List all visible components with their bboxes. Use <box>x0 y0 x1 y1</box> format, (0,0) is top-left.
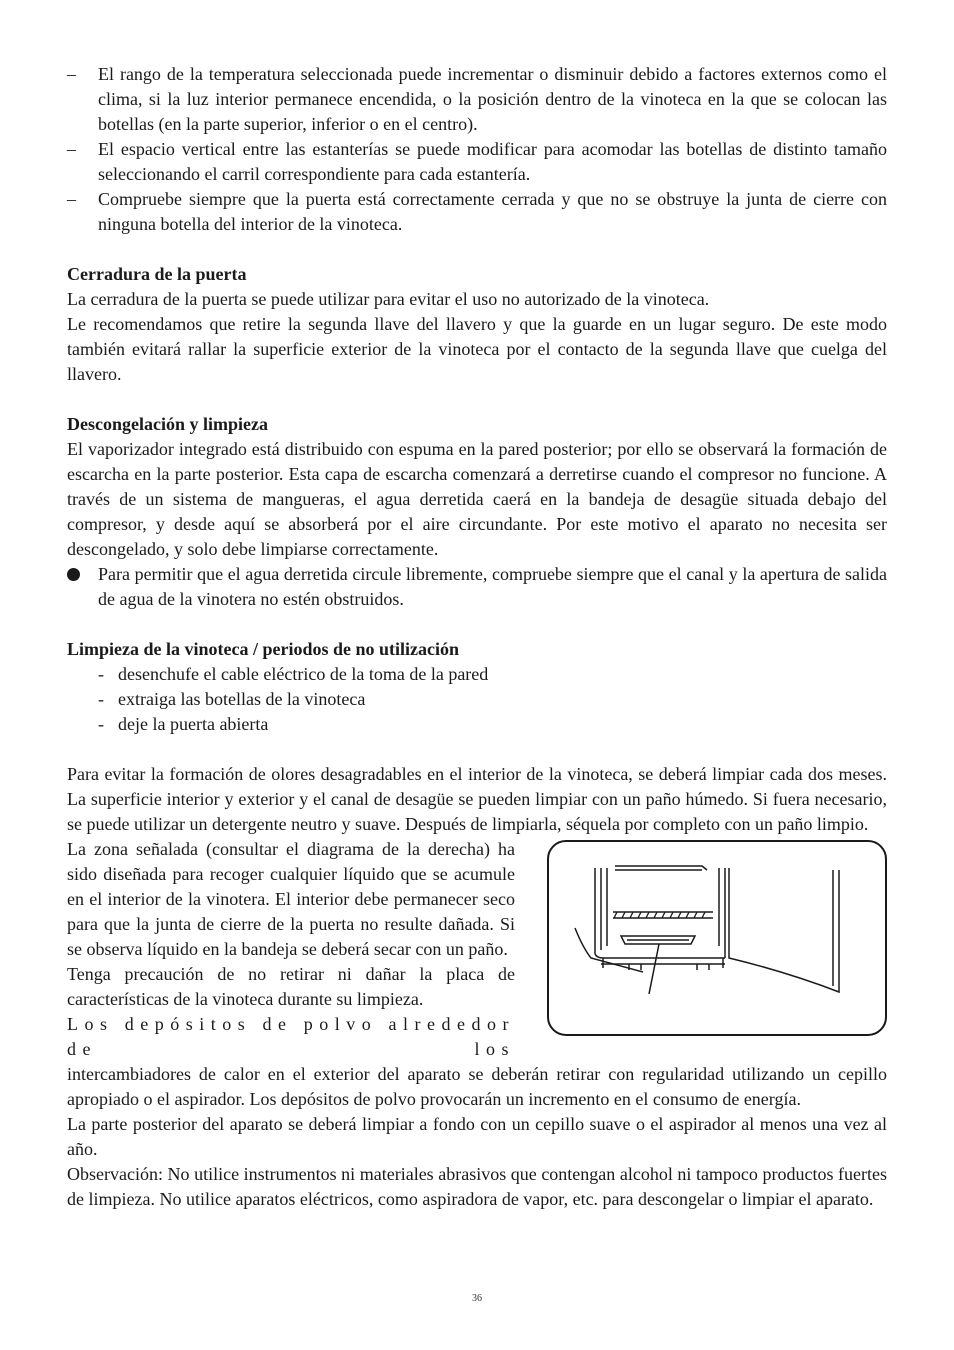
list-item-text: Compruebe siempre que la puerta está correctamente cerrada y que no se obstruye la junta de cierre con ninguna botella del interior de la vinoteca. <box>98 189 887 234</box>
bullet-text: Para permitir que el agua derretida circule libremente, compruebe siempre que el canal y la apertura de salida de agua de la vinotera no estén obstruidos. <box>98 564 887 609</box>
intro-list <box>67 62 887 237</box>
defrost-bullet <box>67 562 887 612</box>
shelf-rack <box>614 912 705 918</box>
cleaning-paragraph-1: Para evitar la formación de olores desagradables en el interior de la vinoteca, se deberá limpiar cada dos meses. La superficie interior y exterior y el canal de desagüe se pueden limpiar con un paño húmedo. Si fuera necesario, se puede utilizar un detergente neutro y suave. Después de limpiarla, séquela por completo con un paño limpio. <box>67 764 887 834</box>
cleaning-paragraph-5: La parte posterior del aparato se deberá limpiar a fondo con un cepillo suave o el aspirador al menos una vez al año. <box>67 1114 887 1159</box>
dash-marker: – <box>67 64 76 84</box>
cabinet-outline <box>575 866 839 994</box>
list-item <box>67 62 887 137</box>
list-item <box>67 137 887 187</box>
dash-marker: - <box>98 689 104 709</box>
figure-wrap-block <box>67 837 887 1112</box>
diagram-frame <box>548 841 886 1035</box>
dash-marker: - <box>98 664 104 684</box>
list-item <box>98 662 887 687</box>
bullet-dot-icon <box>67 568 80 581</box>
list-item <box>67 187 887 237</box>
section-heading-lock: Cerradura de la puerta <box>67 264 247 284</box>
section-heading-cleaning: Limpieza de la vinoteca / periodos de no utilización <box>67 639 459 659</box>
section-heading-defrost: Descongelación y limpieza <box>67 414 268 434</box>
list-item-text: extraiga las botellas de la vinoteca <box>118 689 366 709</box>
cleaning-paragraph-6: Observación: No utilice instrumentos ni materiales abrasivos que contengan alcohol ni tampoco productos fuertes de limpieza. No utilice aparatos eléctricos, como aspiradora de vapor, etc. para descongelar o limpiar el aparato. <box>67 1164 887 1209</box>
cleaning-paragraph-2: La zona señalada (consultar el diagrama de la derecha) ha sido diseñada para recoger cualquier líquido que se acumule en el interior de la vinotera. El interior debe permanecer seco para que la junta de cierre de la puerta no resulte dañada. Si se observa líquido en la bandeja se deberá secar con un paño. <box>67 839 515 959</box>
list-item <box>98 687 887 712</box>
cleaning-paragraph-4-start: Los depósitos de polvo alrededor de los <box>67 1014 515 1059</box>
list-item <box>98 712 887 737</box>
list-item-text: desenchufe el cable eléctrico de la toma de la pared <box>118 664 489 684</box>
dash-marker: - <box>98 714 104 734</box>
list-item-text: El rango de la temperatura seleccionada puede incrementar o disminuir debido a factores externos como el clima, si la luz interior permanece encendida, o la posición dentro de la vinoteca en la que se colocan las botellas (en la parte superior, inferior o en el centro). <box>98 64 887 134</box>
cleaning-paragraph-4-rest: intercambiadores de calor en el exterior del aparato se deberán retirar con regularidad utilizando un cepillo apropiado o el aspirador. Los depósitos de polvo provocarán un incremento en el consumo de energía. <box>67 1064 887 1109</box>
list-item-text: El espacio vertical entre las estanterías se puede modificar para acomodar las botellas de distinto tamaño seleccionando el carril correspondiente para cada estantería. <box>98 139 887 184</box>
lock-paragraph-2: Le recomendamos que retire la segunda llave del llavero y que la guarde en un lugar seguro. De este modo también evitará rallar la superficie exterior de la vinoteca por el contacto de la segunda llave que cuelga del llavero. <box>67 314 887 384</box>
cleaning-paragraph-3: Tenga precaución de no retirar ni dañar la placa de características de la vinoteca durante su limpieza. <box>67 964 515 1009</box>
cleaning-steps <box>67 662 887 737</box>
dash-marker: – <box>67 139 76 159</box>
page-body <box>67 62 887 1212</box>
defrost-paragraph: El vaporizador integrado está distribuido con espuma en la pared posterior; por ello se observará la formación de escarcha en la parte posterior. Esta capa de escarcha comenzará a derretirse cuando el compresor no funcione. A través de un sistema de mangueras, el agua derretida caerá en la bandeja de desagüe situada debajo del compresor, y desde aquí se absorberá por el aire circundante. Por este motivo el aparato no necesita ser descongelado, y solo debe limpiarse correctamente. <box>67 439 887 559</box>
list-item-text: deje la puerta abierta <box>118 714 269 734</box>
page-number: 36 <box>472 1293 482 1304</box>
diagram-svg <box>547 840 887 1036</box>
dash-marker: – <box>67 189 76 209</box>
lock-paragraph-1: La cerradura de la puerta se puede utilizar para evitar el uso no autorizado de la vinoteca. <box>67 289 710 309</box>
wine-cooler-diagram <box>547 840 887 1036</box>
